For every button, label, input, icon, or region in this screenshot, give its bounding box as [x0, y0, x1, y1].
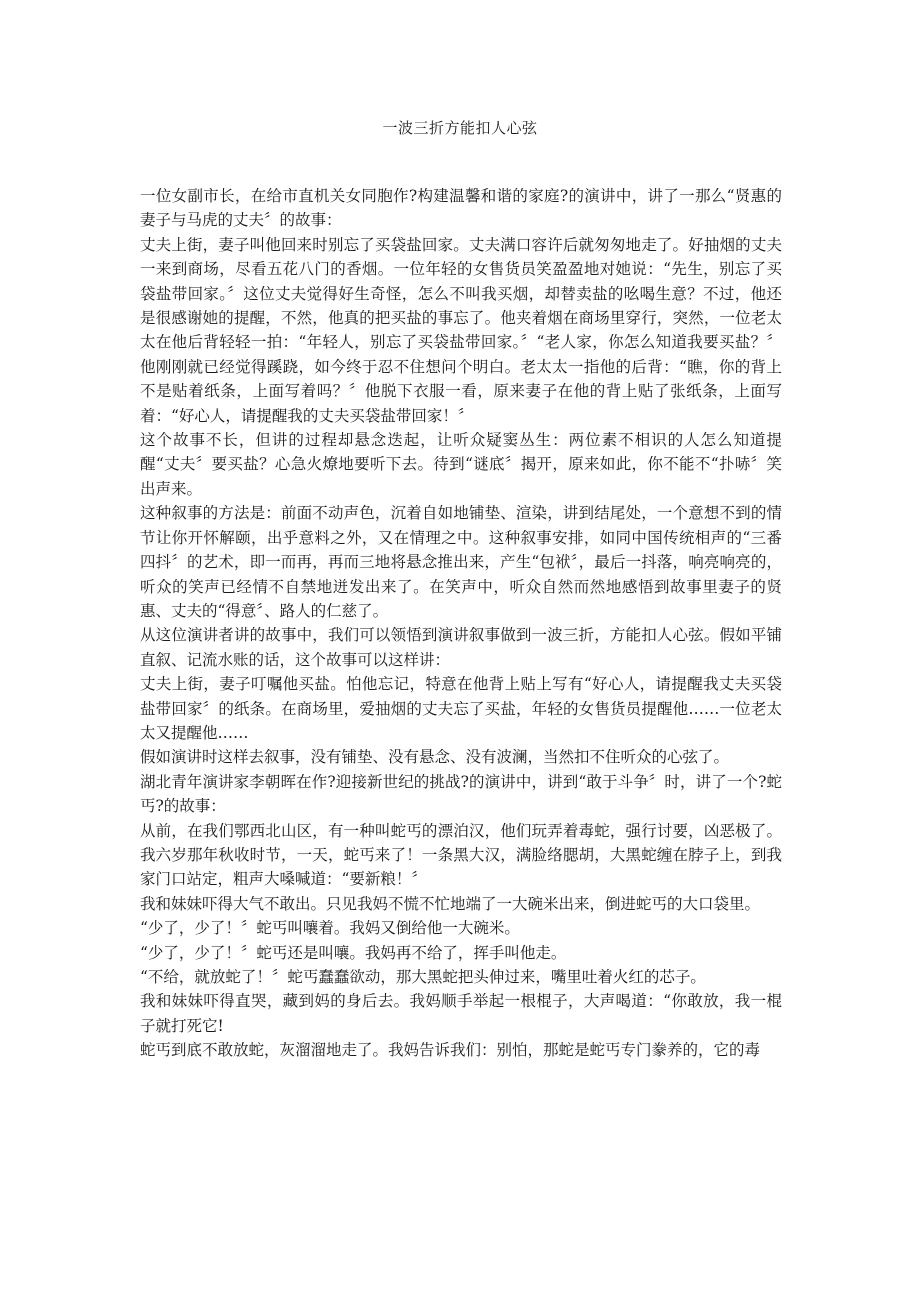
paragraph: 蛇丐到底不敢放蛇，灰溜溜地走了。我妈告诉我们：别怕，那蛇是蛇丐专门豢养的，它的毒 — [140, 1041, 761, 1060]
document-body — [140, 184, 782, 1063]
paragraph: 从前，在我们鄂西北山区，有一种叫蛇丐的漂泊汉，他们玩弄着毒蛇，强行讨要，凶恶极了。我六岁那年秋收时节，一天，蛇丐来了！一条黑大汉，满脸络腮胡，大黑蛇缠在脖子上，到我家门口站定，粗声大嗓喊道：“要新粮！〞 — [140, 821, 782, 889]
paragraph: 我和妹妹吓得大气不敢出。只见我妈不慌不忙地端了一大碗米出来，倒进蛇丐的大口袋里。 — [140, 894, 761, 913]
paragraph: 假如演讲时这样去叙事，没有铺垫、没有悬念、没有波澜，当然扣不住听众的心弦了。 — [140, 748, 730, 767]
paragraph: “少了，少了！〞蛇丐叫嚷着。我妈又倒给他一大碗米。 — [140, 919, 520, 938]
paragraph: 丈夫上街，妻子叫他回来时别忘了买袋盐回家。丈夫满口容许后就匆匆地走了。好抽烟的丈夫一来到商场，尽看五花八门的香烟。一位年轻的女售货员笑盈盈地对她说：“先生，别忘了买袋盐带回家。〞这位丈夫觉得好生奇怪，怎么不叫我买烟，却替卖盐的吆喝生意？不过，他还是很感谢她的提醒，不然，他真的把买盐的事忘了。他夹着烟在商场里穿行，突然，一位老太太在他后背轻轻一拍：“年轻人，别忘了买袋盐带回家。〞“老人家，你怎么知道我要买盐？〞他刚刚就已经觉得蹊跷，如今终于忍不住想问个明白。老太太一指他的后背：“瞧，你的背上不是贴着纸条，上面写着吗？〞他脱下衣服一看，原来妻子在他的背上贴了张纸条，上面写着：“好心人，请提醒我的丈夫买袋盐带回家！〞 — [140, 235, 782, 425]
paragraph: “不给，就放蛇了！〞蛇丐蠢蠢欲动，那大黑蛇把头伸过来，嘴里吐着火红的芯子。 — [140, 968, 706, 986]
paragraph: “少了，少了！〞蛇丐还是叫嚷。我妈再不给了，挥手叫他走。 — [140, 943, 567, 962]
paragraph: 从这位演讲者讲的故事中，我们可以领悟到演讲叙事做到一波三折，方能扣人心弦。假如平铺直叙、记流水账的话，这个故事可以这样讲： — [140, 626, 782, 669]
paragraph: 一位女副市长，在给市直机关女同胞作?构建温馨和谐的家庭?的演讲中，讲了一那么“贤惠的妻子与马虎的丈夫〞的故事： — [140, 187, 782, 230]
paragraph: 丈夫上街，妻子叮嘱他买盐。怕他忘记，特意在他背上贴上写有“好心人，请提醒我丈夫买袋盐带回家〞的纸条。在商场里，爱抽烟的丈夫忘了买盐，年轻的女售货员提醒他……一位老太太又提醒他…… — [140, 675, 782, 742]
paragraph: 这个故事不长，但讲的过程却悬念迭起，让听众疑窦丛生：两位素不相识的人怎么知道提醒“丈夫〞要买盐？心急火燎地要听下去。待到“谜底〞揭开，原来如此，你不能不“扑哧〞笑出声来。 — [140, 431, 782, 498]
document-title: 一波三折方能扣人心弦 — [382, 119, 538, 137]
paragraph: 这种叙事的方法是：前面不动声色，沉着自如地铺垫、渲染，讲到结尾处，一个意想不到的情节让你开怀解颐，出乎意料之外，又在情理之中。这种叙事安排，如同中国传统相声的“三番四抖〞的艺术，即一而再，再而三地将悬念推出来，产生“包袱〞，最后一抖落，响亮响亮的，听众的笑声已经情不自禁地迸发出来了。在笑声中，听众自然而然地感悟到故事里妻子的贤惠、丈夫的“得意〞、路人的仁慈了。 — [140, 504, 782, 620]
paragraph: 湖北青年演讲家李朝晖在作?迎接新世纪的挑战?的演讲中，讲到“敢于斗争〞时，讲了一个?蛇丐?的故事： — [140, 772, 782, 816]
paragraph: 我和妹妹吓得直哭，藏到妈的身后去。我妈顺手举起一根棍子，大声喝道：“你敢放，我一棍子就打死它! — [140, 992, 782, 1035]
